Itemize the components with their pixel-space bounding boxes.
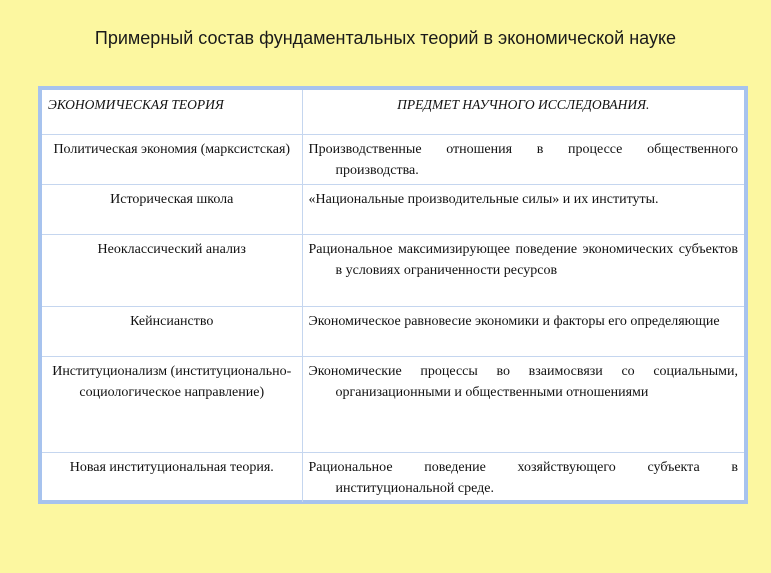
table-row (42, 356, 744, 452)
table-row (42, 134, 744, 184)
table-row (42, 452, 744, 502)
subject-text: Экономическое равновесие экономики и факторы его определяющие (308, 313, 720, 329)
subject-text: Рациональное максимизирующее поведение экономических субъектов в условиях ограниченности ресурсов (308, 241, 738, 278)
header-subject: ПРЕДМЕТ НАУЧНОГО ИССЛЕДОВАНИЯ. (302, 90, 744, 134)
subject-cell (302, 234, 744, 306)
subject-text: Экономические процессы во взаимосвязи со социальными, организационными и общественными отношениями (308, 363, 738, 400)
subject-cell (302, 306, 744, 356)
table-row (42, 306, 744, 356)
theory-cell: Институционализм (институционально-социологическое направление) (42, 356, 302, 452)
theory-cell: Кейнсианство (42, 306, 302, 356)
theory-cell: Историческая школа (42, 184, 302, 234)
theories-table-frame (38, 86, 748, 504)
subject-text: «Национальные производительные силы» и их институты. (308, 191, 659, 207)
theory-cell: Неоклассический анализ (42, 234, 302, 306)
header-theory: ЭКОНОМИЧЕСКАЯ ТЕОРИЯ (48, 97, 224, 112)
subject-text: Рациональное поведение хозяйствующего субъекта в институциональной среде. (308, 459, 738, 496)
theory-cell: Политическая экономия (марксистская) (42, 134, 302, 184)
subject-cell (302, 134, 744, 184)
table-row (42, 234, 744, 306)
subject-cell (302, 184, 744, 234)
subject-cell (302, 452, 744, 502)
theory-cell: Новая институциональная теория. (42, 452, 302, 502)
theories-table (42, 90, 744, 502)
subject-cell (302, 356, 744, 452)
slide-title: Примерный состав фундаментальных теорий в экономической науке (94, 28, 677, 48)
table-row (42, 184, 744, 234)
table-header-row (42, 90, 744, 134)
subject-text: Производственные отношения в процессе общественного производства. (308, 141, 738, 178)
